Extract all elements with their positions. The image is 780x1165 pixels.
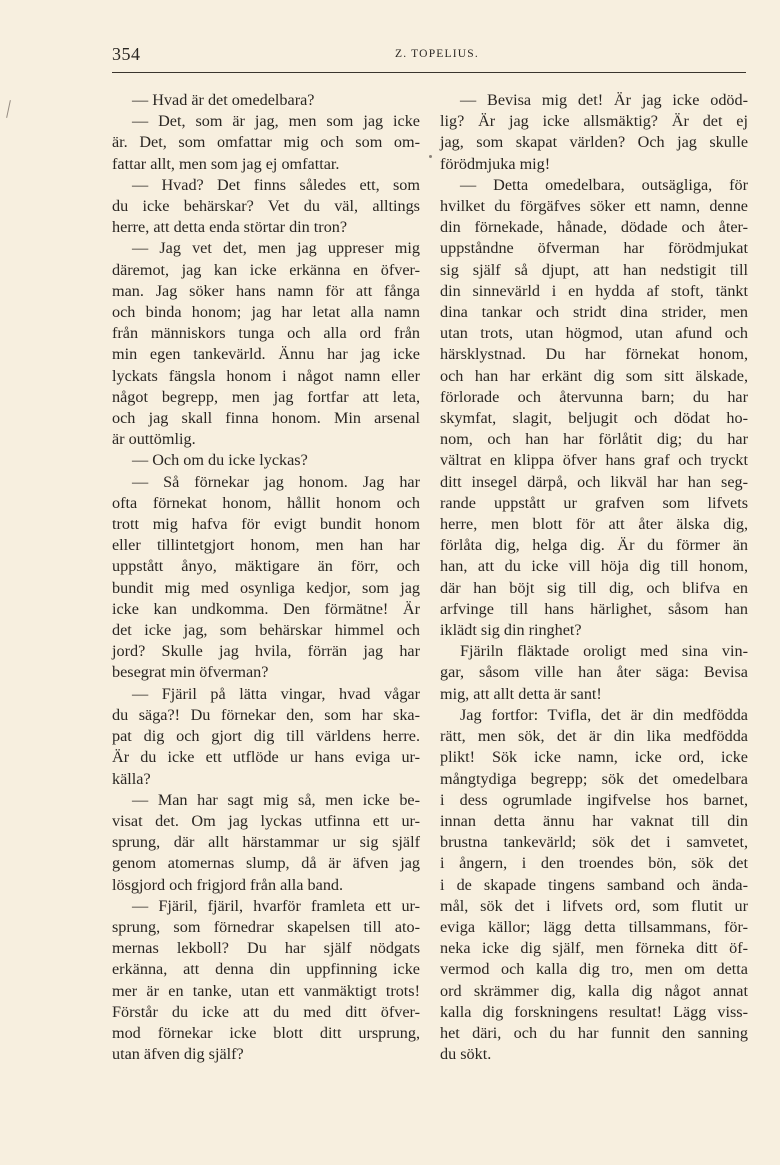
text-line: bundit mig med osynliga kedjor, som jag (112, 578, 420, 597)
text-line: kalla dig forskningens resultat! Lägg viss- (440, 1002, 748, 1021)
text-line: ditt insegel därpå, och likväl har han seg- (440, 472, 748, 491)
text-line: vermod och kalla dig tro, men om detta (440, 960, 748, 979)
text-line: du sökt. (440, 1045, 492, 1064)
margin-dot (429, 155, 432, 158)
text-line: — Detta omedelbara, outsägliga, för (460, 175, 748, 194)
text-line: mångtydiga begrepp; sök det omedelbara (440, 769, 748, 788)
text-line: — Jag vet det, men jag uppreser mig (132, 239, 420, 258)
text-line: och han har erkänt dig som sitt älskade, (440, 366, 748, 385)
text-line: — Hvad? Det finns således ett, som (132, 175, 420, 194)
text-line: nom, och han har förlåtit dig; du har (440, 430, 748, 449)
text-line: och jag skall finna honom. Min arsenal (112, 409, 420, 428)
text-line: förödmjuka mig! (440, 154, 551, 173)
text-line: herre, men blott för att åter älska dig, (440, 515, 748, 534)
text-line: i dess ogrumlade ingifvelse hos barnet, (440, 790, 748, 809)
page-number: 354 (112, 44, 141, 64)
text-line: eviga källor; lägg detta tillsammans, för- (440, 917, 748, 936)
text-line: rätt, men sök, det är din lika medfödda (440, 727, 748, 746)
text-line: gar, såsom ville han åter säga: Bevisa (440, 663, 748, 682)
text-line: mer är en tanke, utan ett vanmäktigt trots! (112, 981, 420, 1000)
text-line: sig själf så djupt, att han nedstigit till (440, 260, 748, 279)
text-line: är. Det, som omfattar mig och som om- (112, 133, 420, 152)
text-line: het däri, och du har funnit den sanning (440, 1023, 748, 1042)
text-line: fattar allt, men som jag ej omfattar. (112, 154, 340, 173)
text-line: förlåta dig, helga dig. Är du förmer än (440, 536, 748, 555)
text-line: uppstått ånyo, mäktigare än förr, och (112, 557, 420, 576)
text-line: i de skapade tingens samband och ända- (440, 875, 748, 894)
text-line: och binda honom; jag har letat alla namn (112, 303, 420, 322)
text-line: lig? Är jag icke allsmäktig? Är det ej (440, 112, 748, 131)
text-line: din förnekade, hånade, dödade och åter- (440, 218, 748, 237)
text-line: mernas lekboll? Du har själf nödgats (112, 939, 420, 958)
text-line: pat dig och gjort dig till världens herre. (112, 727, 420, 746)
text-line: där han böjt sig till dig, och blifva en (440, 578, 748, 597)
text-line: du icke behärskar? Vet du väl, alltings (112, 197, 420, 216)
header-rule (112, 72, 746, 73)
text-line: uppståndne öfverman har förödmjukat (440, 239, 748, 258)
text-line: erkänna, att denna din uppfinning icke (112, 960, 420, 979)
text-line: — Fjäril, fjäril, hvarför framleta ett ur- (132, 896, 420, 915)
margin-mark (6, 100, 11, 118)
text-line: brustna tankevärld; sök det i samvetet, (440, 833, 748, 852)
text-line: han, att du icke vill höja dig till honom, (440, 557, 748, 576)
right-column (440, 90, 748, 1065)
text-line: jag, som skapat världen? Och jag skulle (440, 133, 748, 152)
text-line: mod förnekar icke blott ditt ursprung, (112, 1023, 420, 1042)
text-line: vältrat en klippa öfver hans graf och tryckt (440, 451, 748, 470)
text-line: Är du icke ett utflöde ur hans eviga ur- (112, 748, 420, 767)
text-line: det icke jag, som behärskar himmel och (112, 621, 420, 640)
text-line: — Man har sagt mig så, men icke be- (132, 790, 420, 809)
text-line: däremot, jag kan icke erkänna en öfver- (112, 260, 420, 279)
text-line: din sinnevärld i en hydda af stoft, tänkt (440, 281, 748, 300)
text-line: — Och om du icke lyckas? (132, 451, 308, 470)
text-line: besegrat min öfverman? (112, 663, 269, 682)
page-header (112, 44, 746, 72)
text-line: Fjäriln fläktade oroligt med sina vin- (460, 642, 748, 661)
text-line: i ångern, i den troendes bön, sök det (440, 854, 748, 873)
text-line: ofta förnekat honom, hållit honom och (112, 493, 420, 512)
text-line: något begrepp, men jag fortfar att leta, (112, 387, 420, 406)
text-line: förlorade och återvunna barn; du har (440, 387, 748, 406)
text-line: sprung, där allt härstammar ur sig själf (112, 833, 420, 852)
text-line: herre, att detta enda störtar din tron? (112, 218, 348, 237)
text-line: sprung, som förnedrar skapelsen till ato- (112, 917, 420, 936)
text-line: plikt! Sök icke namn, icke ord, icke (440, 748, 748, 767)
text-line: genom atomernas slump, då är äfven jag (112, 854, 420, 873)
text-line: icke kan undkomma. Den förmätne! Är (112, 599, 420, 618)
text-line: arfvinge till hans härlighet, såsom han (440, 599, 748, 618)
text-line: rande uppstått ur grafven som lifvets (440, 493, 748, 512)
text-line: — Hvad är det omedelbara? (132, 91, 315, 109)
text-line: källa? (112, 769, 151, 788)
text-line: neka icke dig själf, men förneka ditt öf- (440, 939, 748, 958)
text-line: är outtömlig. (112, 430, 196, 449)
text-line: skymfat, slagit, beljugit och dödat ho- (440, 409, 748, 428)
text-line: utan trots, utan högmod, utan afund och (440, 324, 748, 343)
text-line: mig, att allt detta är sant! (440, 684, 602, 703)
text-line: utan äfven dig själf? (112, 1045, 244, 1064)
text-line: — Fjäril på lätta vingar, hvad vågar (132, 684, 420, 703)
text-line: — Det, som är jag, men som jag icke (132, 112, 420, 131)
text-line: — Så förnekar jag honom. Jag har (132, 472, 420, 491)
text-line: iklädt sig din ringhet? (440, 621, 582, 640)
text-line: min egen tankevärld. Ännu har jag icke (112, 345, 420, 364)
text-line: härsklystnad. Du har förnekat honom, (440, 345, 748, 364)
text-line: Jag fortfor: Tvifla, det är din medfödda (460, 705, 748, 724)
left-column (112, 90, 420, 1065)
text-line: man. Jag söker hans namn för att fånga (112, 281, 420, 300)
text-line: trott mig hafva för evigt bundit honom (112, 515, 420, 534)
text-line: jord? Skulle jag hvila, förrän jag har (112, 642, 420, 661)
text-line: från människors tunga och alla ord från (112, 324, 420, 343)
text-line: dina tankar och stridt dina strider, men (440, 303, 748, 322)
text-line: lösgjord och frigjord från alla band. (112, 875, 344, 894)
text-line: — Bevisa mig det! Är jag icke odöd- (460, 91, 748, 109)
text-line: innan detta ännu har vaknat till din (440, 811, 748, 830)
running-head: Z. TOPELIUS. (395, 48, 479, 60)
text-line: Förstår du icke att du med ditt öfver- (112, 1002, 420, 1021)
text-line: ord skrämmer dig, kalla dig något annat (440, 981, 748, 1000)
text-line: hvilket du förgäfves söker ett namn, denne (440, 197, 748, 216)
text-line: du säga?! Du förnekar den, som har ska- (112, 705, 420, 724)
text-line: lyckats fängsla honom i något namn eller (112, 366, 420, 385)
text-line: visat det. Om jag lyckas utfinna ett ur- (112, 811, 420, 830)
text-line: mål, sök det i lifvets ord, som flutit ur (440, 896, 748, 915)
text-line: eller tillintetgjort honom, men han har (112, 536, 420, 555)
